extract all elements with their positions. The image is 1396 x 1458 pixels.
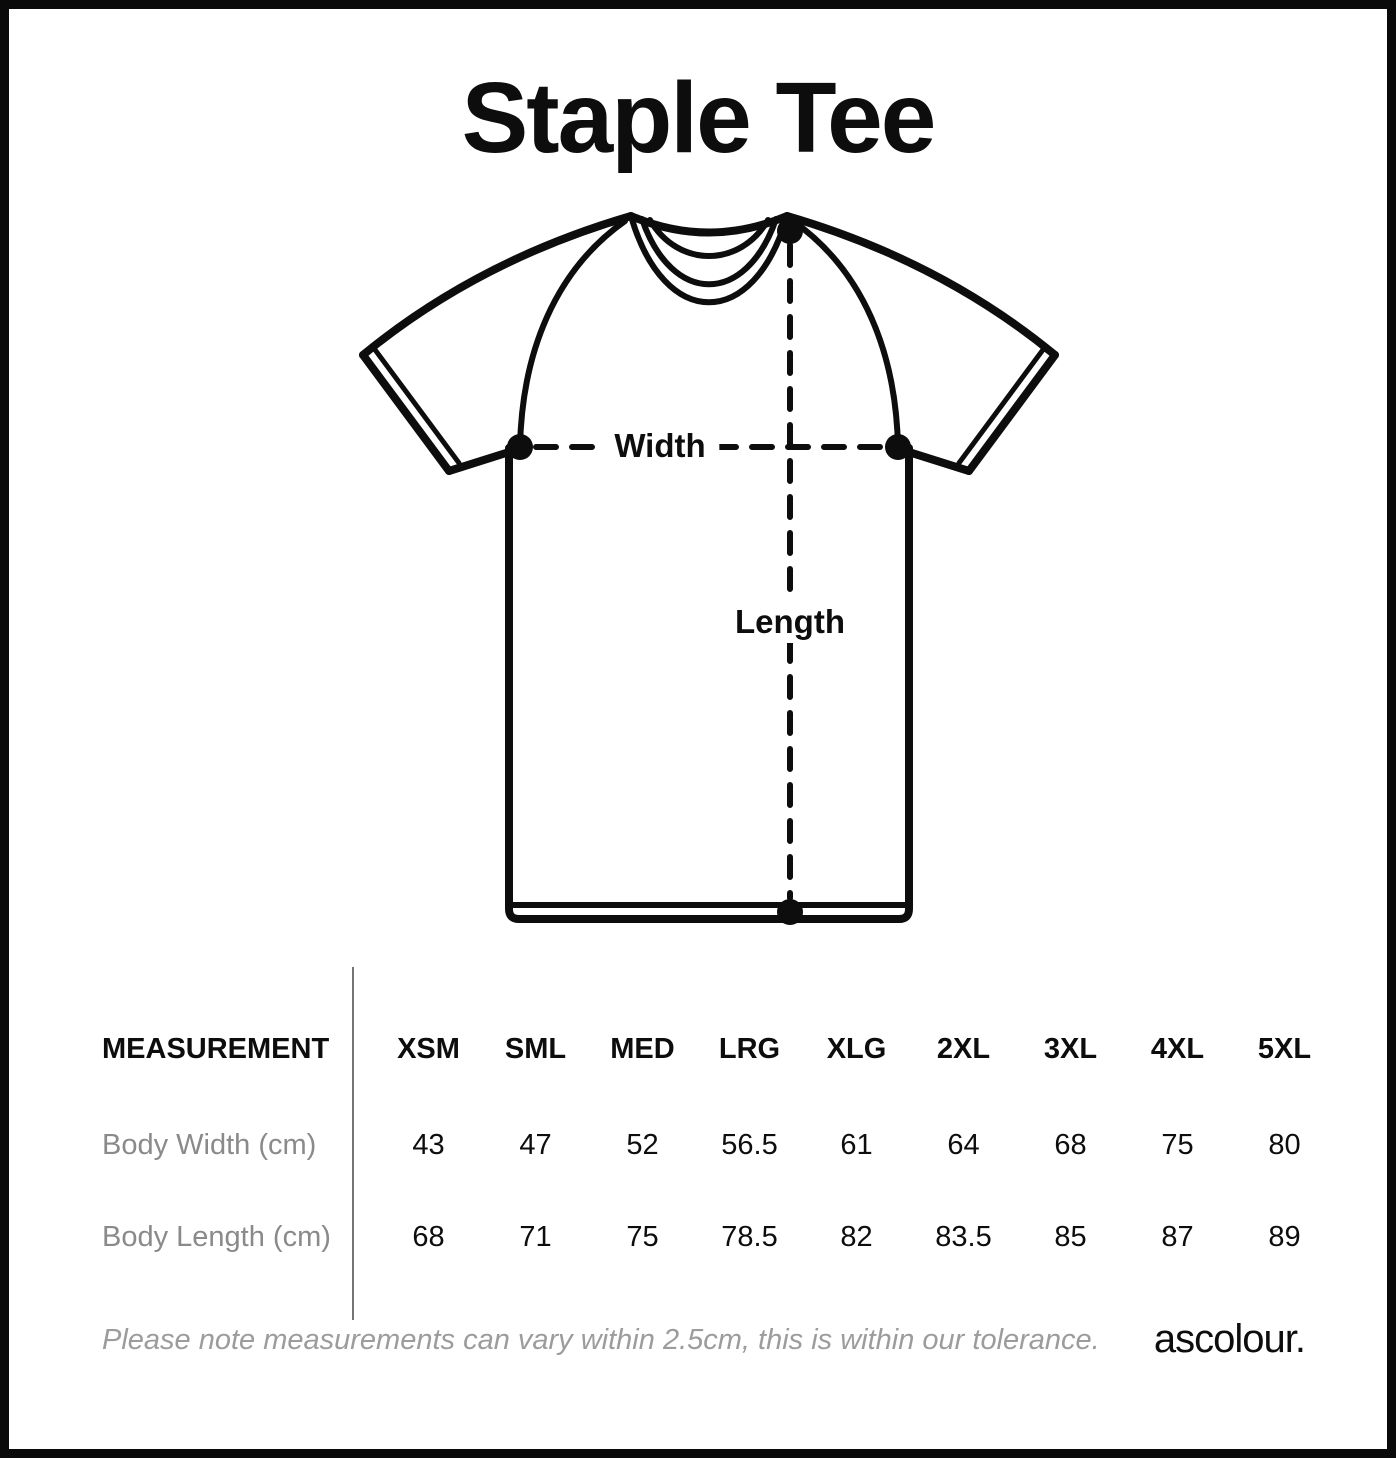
right-armhole-seam <box>793 221 898 447</box>
cell-body-width-5xl: 80 <box>1268 1128 1301 1161</box>
cell-body-length-xlg: 82 <box>840 1221 873 1253</box>
left-armhole-seam <box>520 221 625 447</box>
cell-body-length-lrg: 78.5 <box>721 1221 778 1253</box>
page-title: Staple Tee <box>461 62 935 174</box>
col-header-measurement: MEASUREMENT <box>102 1032 330 1065</box>
left-cuff-inner <box>373 347 459 463</box>
tshirt-diagram-icon <box>349 199 1069 934</box>
left-cuff-outer <box>363 355 449 471</box>
body-outline <box>509 448 909 919</box>
row-label-body-length: Body Length (cm) <box>102 1221 331 1253</box>
cell-body-width-lrg: 56.5 <box>721 1128 778 1161</box>
cell-body-width-3xl: 68 <box>1054 1128 1087 1161</box>
cell-body-width-xlg: 61 <box>840 1128 873 1161</box>
cell-body-width-2xl: 64 <box>947 1128 980 1161</box>
col-header-lrg: LRG <box>718 1032 781 1065</box>
cell-body-length-2xl: 83.5 <box>935 1221 992 1253</box>
cell-body-length-sml: 71 <box>519 1221 552 1253</box>
col-header-4xl: 4XL <box>1150 1032 1205 1065</box>
width-dimension-label: Width <box>600 425 719 467</box>
cell-body-length-5xl: 89 <box>1268 1221 1301 1253</box>
col-header-sml: SML <box>504 1032 567 1065</box>
left-sleeve-top <box>363 216 631 355</box>
cell-body-width-sml: 47 <box>519 1128 552 1161</box>
brand-logo: ascolour. <box>1153 1317 1305 1361</box>
tolerance-note: Please note measurements can vary within 2.5cm, this is within our tolerance. <box>102 1324 1100 1356</box>
cell-body-length-med: 75 <box>626 1221 659 1253</box>
cell-body-length-3xl: 85 <box>1054 1221 1087 1253</box>
size-table <box>69 999 1338 1284</box>
cell-body-width-4xl: 75 <box>1161 1128 1194 1161</box>
right-cuff-inner <box>959 347 1045 463</box>
col-header-3xl: 3XL <box>1043 1032 1098 1065</box>
shoulder-dot <box>777 218 803 244</box>
right-sleeve-top <box>787 216 1055 355</box>
left-armpit-dot <box>507 434 533 460</box>
right-cuff-outer <box>969 355 1055 471</box>
col-header-med: MED <box>610 1032 675 1065</box>
row-label-body-width: Body Width (cm) <box>102 1128 317 1161</box>
col-header-xsm: XSM <box>397 1032 460 1065</box>
cell-body-length-4xl: 87 <box>1161 1221 1194 1253</box>
hem-dot <box>777 899 803 925</box>
cell-body-width-med: 52 <box>626 1128 659 1161</box>
length-dimension-label: Length <box>721 601 859 643</box>
col-header-5xl: 5XL <box>1257 1032 1312 1065</box>
cell-body-length-xsm: 68 <box>412 1221 445 1253</box>
col-header-2xl: 2XL <box>936 1032 991 1065</box>
col-header-xlg: XLG <box>826 1032 887 1065</box>
cell-body-width-xsm: 43 <box>412 1128 445 1161</box>
right-armpit-dot <box>885 434 911 460</box>
